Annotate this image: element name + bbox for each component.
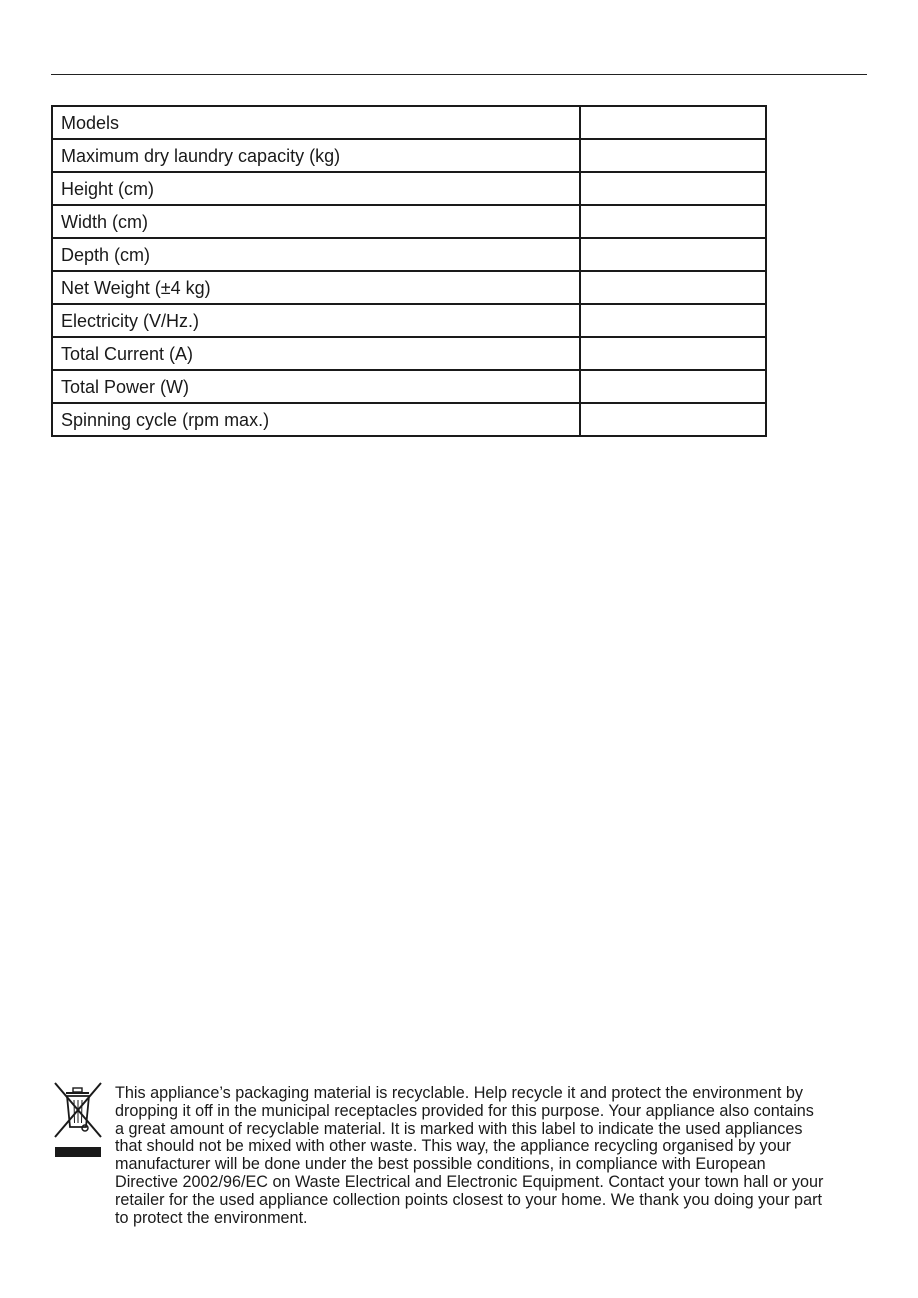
spec-value: [580, 139, 766, 172]
spec-value: [580, 403, 766, 436]
spec-value: [580, 337, 766, 370]
spec-label: Total Current (A): [52, 337, 580, 370]
spec-label: Electricity (V/Hz.): [52, 304, 580, 337]
header-rule: [51, 74, 867, 75]
table-row: [52, 139, 766, 172]
table-row: [52, 172, 766, 205]
spec-value: [580, 271, 766, 304]
spec-value: [580, 304, 766, 337]
spec-value: [580, 172, 766, 205]
table-row: [52, 304, 766, 337]
table-row: [52, 106, 766, 139]
spec-label: Models: [52, 106, 580, 139]
spec-value: [580, 238, 766, 271]
table-row: [52, 403, 766, 436]
specifications-table: [51, 105, 767, 437]
spec-value: [580, 106, 766, 139]
table-row: [52, 337, 766, 370]
spec-label: Maximum dry laundry capacity (kg): [52, 139, 580, 172]
spec-label: Spinning cycle (rpm max.): [52, 403, 580, 436]
spec-value: [580, 370, 766, 403]
recycling-text: This appliance’s packaging material is recyclable. Help recycle it and protect the environment by dropping it off in the municipal receptacles provided for this purpose. Your appliance also contains a great amount of recyclable material. It is marked with this label to indicate the used appliances that should not be mixed with other waste. This way, the appliance recycling organised by your manufacturer will be done under the best possible conditions, in compliance with European Directive 2002/96/EC on Waste Electrical and Electronic Equipment. Contact your town hall or your retailer for the used appliance collection points closest to your home. We thank you doing your part to protect the environment.: [115, 1084, 824, 1227]
spec-label: Depth (cm): [52, 238, 580, 271]
table-row: [52, 238, 766, 271]
table-row: [52, 370, 766, 403]
table-row: [52, 205, 766, 238]
spec-label: Height (cm): [52, 172, 580, 205]
crossed-out-wheelie-bin-icon: [51, 1081, 105, 1159]
spec-label: Net Weight (±4 kg): [52, 271, 580, 304]
spec-value: [580, 205, 766, 238]
table-row: [52, 271, 766, 304]
spec-label: Width (cm): [52, 205, 580, 238]
spec-label: Total Power (W): [52, 370, 580, 403]
